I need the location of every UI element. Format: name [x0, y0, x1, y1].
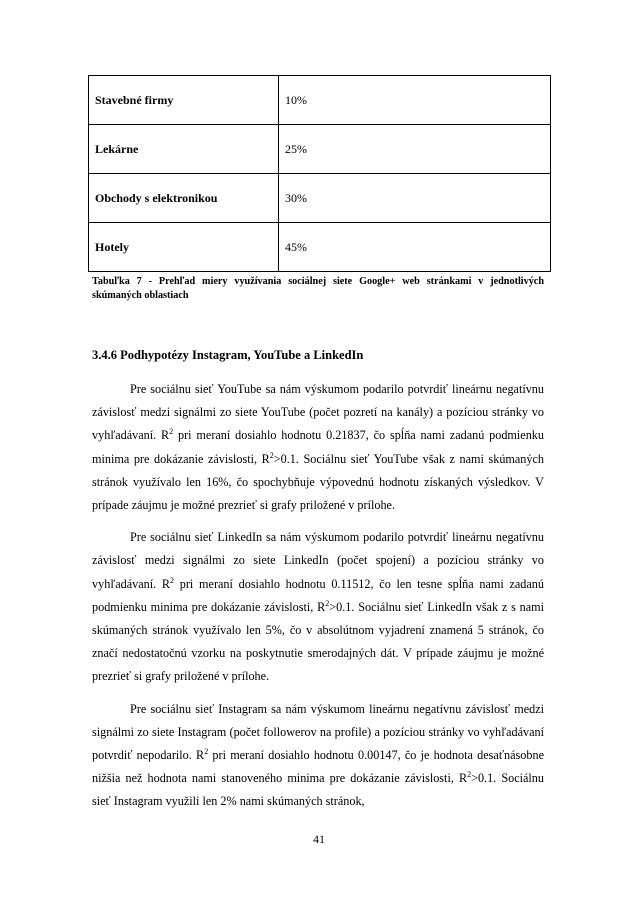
body-text: [92, 378, 544, 823]
table-cell-category: Hotely: [89, 223, 279, 272]
table-row: [89, 223, 551, 272]
table-cell-category: Stavebné firmy: [89, 76, 279, 125]
table-cell-value: 25%: [279, 125, 551, 174]
table-row: [89, 125, 551, 174]
table-cell-category: Lekárne: [89, 125, 279, 174]
page-number: 41: [313, 832, 325, 846]
paragraph-linkedin: Pre sociálnu sieť LinkedIn sa nám výskumom podarilo potvrdiť lineárnu negatívnu závislosť medzi signálmi zo siete LinkedIn (počet spojení) a pozíciou stránky vo vyhľadávaní. $R^2$ pri meraní dosiahlo hodnotu 0.11512, čo len tesne spĺňa nami zadanú podmienku minima pre dokázanie závislosti, $R^2>0.1$. Sociálnu sieť LinkedIn však z s nami skúmaných stránok využívalo len 5%, čo v absolútnom vyjadrení znamená 5 stránok, čo značí nedostatočnú vzorku na poskytnutie smerodajných dát. V prípade záujmu je možné prezrieť si grafy priložené v prílohe.: [92, 530, 544, 684]
section-heading: 3.4.6 Podhypotézy Instagram, YouTube a LinkedIn: [92, 348, 364, 362]
table-row: [89, 76, 551, 125]
table-cell-value: 10%: [279, 76, 551, 125]
table-cell-value: 30%: [279, 174, 551, 223]
table-caption: Tabuľka 7 - Prehľad miery využívania sociálnej siete Google+ web stránkami v jednotlivých skúmaných oblastiach: [92, 276, 544, 301]
table-row: [89, 174, 551, 223]
paragraph-youtube: Pre sociálnu sieť YouTube sa nám výskumom podarilo potvrdiť lineárnu negatívnu závislosť medzi signálmi zo siete YouTube (počet pozretí na kanály) a pozíciou stránky vo vyhľadávaní. $R^2$ pri meraní dosiahlo hodnotu 0.21837, čo spĺňa nami zadanú podmienku minima pre dokázanie závislosti, $R^2>0.1$. Sociálnu sieť YouTube však z nami skúmaných stránok využívalo len 16%, čo spochybňuje výpovednú hodnotu získaných výsledkov. V prípade záujmu je možné prezrieť si grafy priložené v prílohe.: [92, 382, 544, 513]
table-cell-category: Obchody s elektronikou: [89, 174, 279, 223]
paragraph-instagram: Pre sociálnu sieť Instagram sa nám výskumom lineárnu negatívnu závislosť medzi signálmi zo siete Instagram (počet followerov na profile) a pozíciou stránky vo vyhľadávaní potvrdiť nepodarilo. $R^2$ pri meraní dosiahlo hodnotu 0.00147, čo je hodnota desaťnásobne nižšia než hodnota nami stanoveného minima pre dokázanie závislosti, $R^2>0.1$. Sociálnu sieť Instagram využili len 2% nami skúmaných stránok,: [92, 701, 544, 809]
table-cell-value: 45%: [279, 223, 551, 272]
data-table: [88, 75, 551, 272]
